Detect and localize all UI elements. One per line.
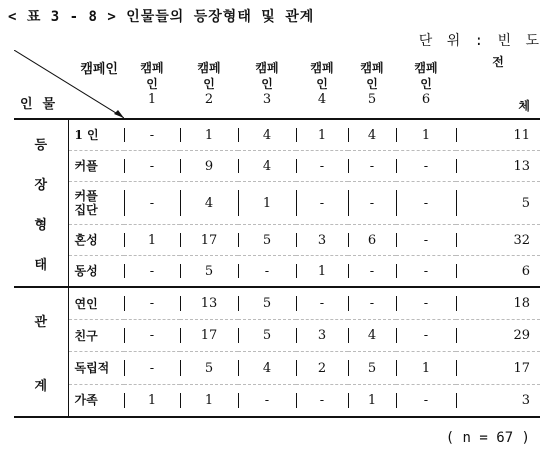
table-cell: -	[296, 287, 348, 320]
table-cell: -	[396, 151, 456, 182]
group-label-char: 형	[34, 217, 48, 233]
row-total: 11	[456, 119, 540, 151]
table-cell: -	[396, 287, 456, 320]
col-header-label: 캠페 인	[360, 61, 384, 91]
row-category: 독립적	[68, 352, 124, 384]
row-total: 6	[456, 256, 540, 288]
row-total: 29	[456, 320, 540, 352]
group-label-char: 장	[34, 177, 48, 193]
table-cell: 17	[180, 225, 238, 256]
group-label-char: 계	[34, 378, 48, 394]
table-cell: -	[296, 151, 348, 182]
table-cell: 5	[238, 287, 296, 320]
table-cell: 1	[296, 119, 348, 151]
table-cell: -	[396, 320, 456, 352]
table-row	[14, 320, 540, 352]
table-cell: -	[124, 119, 180, 151]
col-header-4	[296, 50, 348, 119]
col-header-num: 4	[317, 92, 327, 107]
col-header-num: 5	[367, 92, 377, 107]
table-cell: 5	[238, 320, 296, 352]
row-category: 커플	[68, 151, 124, 182]
table-cell: 1	[348, 384, 396, 417]
sample-size-note: ( n = 67 )	[445, 430, 530, 446]
group-label-char: 관	[34, 314, 48, 330]
table-cell: -	[124, 151, 180, 182]
row-category: 동성	[68, 256, 124, 288]
table-cell: 2	[296, 352, 348, 384]
table-cell: 4	[238, 352, 296, 384]
table-cell: 6	[348, 225, 396, 256]
row-total: 3	[456, 384, 540, 417]
table-cell: 1	[124, 225, 180, 256]
col-header-num: 3	[262, 92, 272, 107]
table-cell: -	[396, 182, 456, 225]
table-cell: -	[296, 384, 348, 417]
table-row	[14, 256, 540, 288]
table-cell: -	[296, 182, 348, 225]
row-total: 18	[456, 287, 540, 320]
table-cell: 1	[396, 352, 456, 384]
table-cell: 3	[296, 320, 348, 352]
group-label	[14, 119, 68, 287]
table-cell: -	[238, 384, 296, 417]
data-table	[14, 50, 540, 418]
table-row	[14, 151, 540, 182]
col-header-label: 캠페 인	[255, 61, 279, 91]
table-cell: 4	[180, 182, 238, 225]
table-cell: 1	[238, 182, 296, 225]
table-cell: 1	[396, 119, 456, 151]
row-total: 32	[456, 225, 540, 256]
col-header-label: 캠페 인	[310, 61, 334, 91]
row-category: 커플 집단	[68, 182, 124, 225]
table-cell: 4	[238, 151, 296, 182]
table-cell: -	[348, 256, 396, 288]
table-cell: 3	[296, 225, 348, 256]
table-cell: -	[124, 287, 180, 320]
col-header-num: 6	[421, 92, 431, 107]
corner-top-label: 캠페인	[80, 62, 118, 77]
col-header-num: 1	[147, 92, 157, 107]
table-cell: -	[238, 256, 296, 288]
row-total: 5	[456, 182, 540, 225]
table-cell: 5	[180, 256, 238, 288]
table-row	[14, 384, 540, 417]
table-cell: 1	[124, 384, 180, 417]
col-header-5	[348, 50, 396, 119]
col-header-num: 2	[204, 92, 214, 107]
col-header-2	[180, 50, 238, 119]
row-category: 혼성	[68, 225, 124, 256]
table-row	[14, 119, 540, 151]
table-cell: -	[348, 287, 396, 320]
table-row	[14, 182, 540, 225]
table-cell: -	[348, 182, 396, 225]
table-cell: -	[396, 256, 456, 288]
table-caption: < 표 3 - 8 > 인물들의 등장형태 및 관계	[8, 9, 315, 25]
row-category: 친구	[68, 320, 124, 352]
corner-bottom-label: 인물	[20, 97, 66, 112]
col-header-label: 캠페 인	[140, 61, 164, 91]
table-cell: 9	[180, 151, 238, 182]
unit-note: 단 위 : 빈 도	[418, 33, 542, 49]
row-category: 1 인	[68, 119, 124, 151]
group-label-char: 태	[34, 257, 48, 273]
col-header-label: 캠페 인	[414, 61, 438, 91]
group-label-char: 등	[34, 137, 48, 153]
table-cell: 4	[238, 119, 296, 151]
table-cell: 5	[348, 352, 396, 384]
col-header-1	[124, 50, 180, 119]
table-cell: -	[124, 256, 180, 288]
table-cell: 5	[238, 225, 296, 256]
row-category: 연인	[68, 287, 124, 320]
table-cell: 1	[180, 384, 238, 417]
table-cell: 4	[348, 119, 396, 151]
table-cell: 1	[180, 119, 238, 151]
group-label	[14, 287, 68, 417]
col-header-3	[238, 50, 296, 119]
table-row	[14, 287, 540, 320]
table-cell: 13	[180, 287, 238, 320]
corner-header	[14, 50, 124, 119]
row-category: 가족	[68, 384, 124, 417]
table-cell: 5	[180, 352, 238, 384]
table-cell: 1	[296, 256, 348, 288]
table-cell: -	[124, 352, 180, 384]
table-row	[14, 225, 540, 256]
table-row	[14, 352, 540, 384]
table-cell: -	[348, 151, 396, 182]
table-cell: -	[124, 320, 180, 352]
table-cell: -	[396, 384, 456, 417]
table-cell: -	[124, 182, 180, 225]
row-total: 13	[456, 151, 540, 182]
col-header-total	[456, 50, 540, 119]
col-header-label: 캠페 인	[197, 61, 221, 91]
row-total: 17	[456, 352, 540, 384]
table-cell: -	[396, 225, 456, 256]
col-header-6	[396, 50, 456, 119]
total-header-top: 전	[492, 55, 504, 69]
total-header-bottom: 체	[518, 99, 530, 113]
table-cell: 4	[348, 320, 396, 352]
header-row	[14, 50, 540, 119]
table-cell: 17	[180, 320, 238, 352]
